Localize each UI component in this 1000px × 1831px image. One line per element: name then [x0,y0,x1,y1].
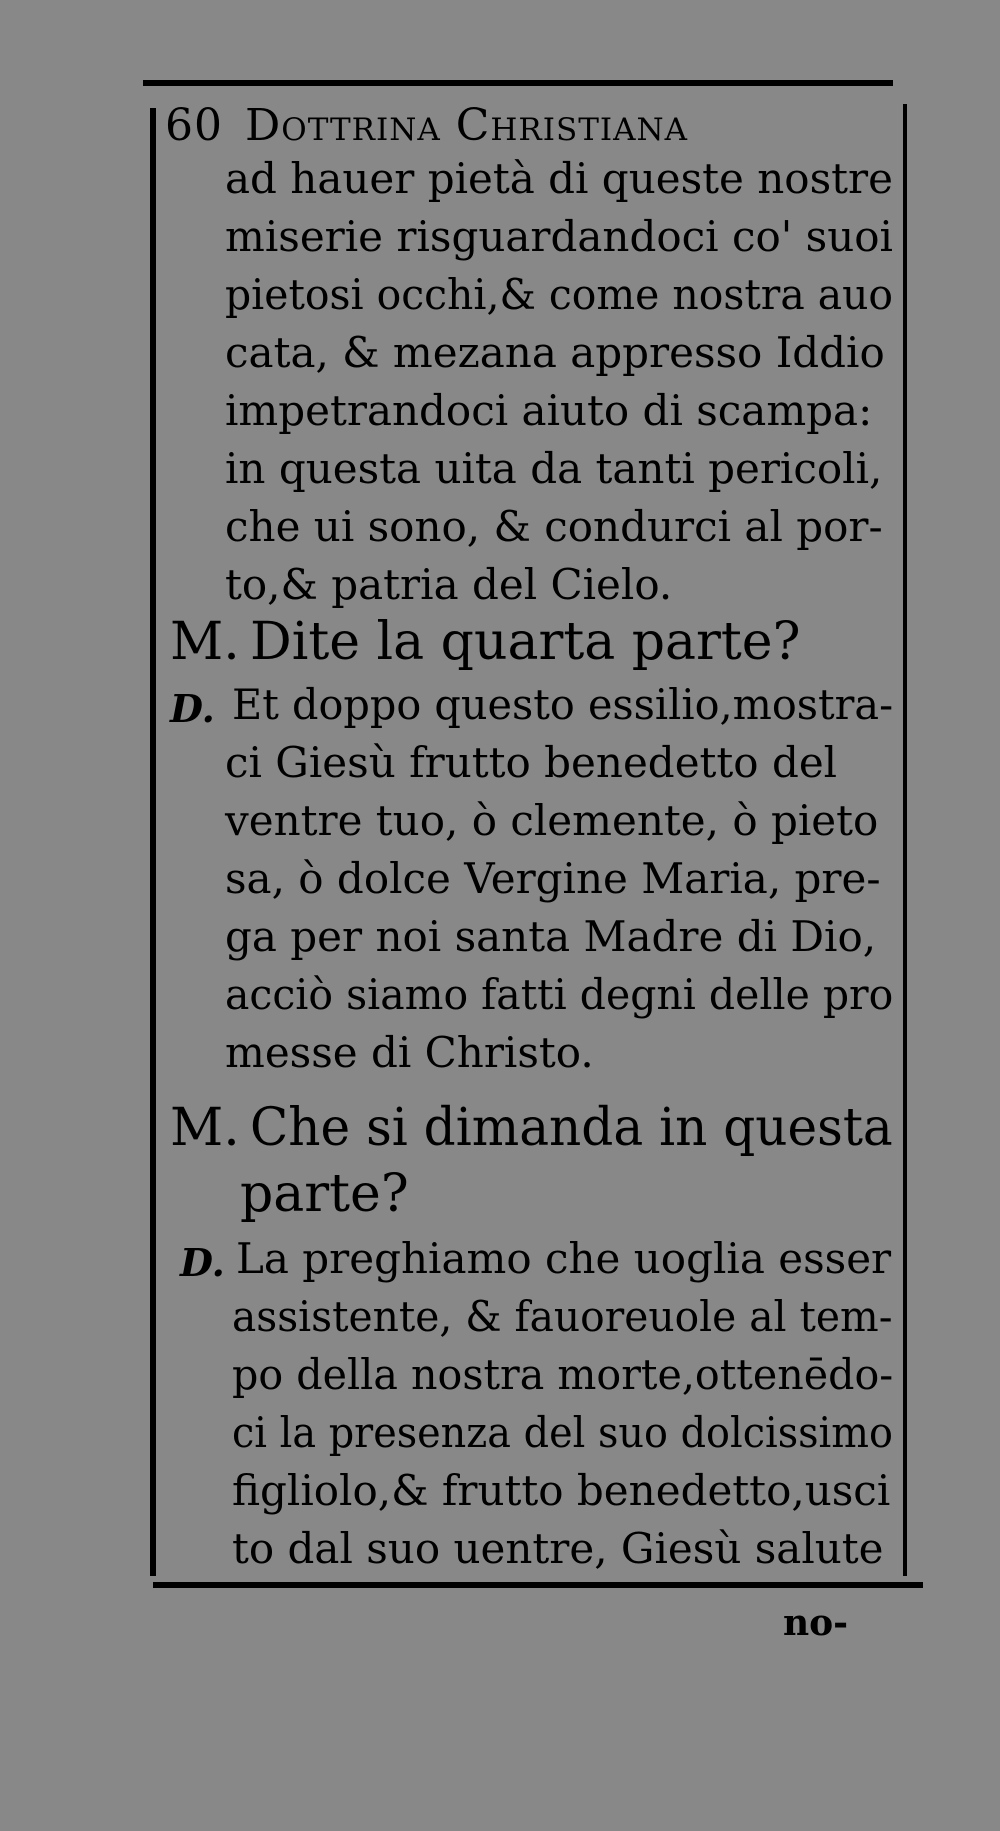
right-border [903,104,907,1576]
running-header [165,96,688,156]
text-line: pietosi occhi,& come nostra auo [225,270,894,319]
text-line: impetrandoci aiuto di scampa: [225,386,873,435]
top-rule [143,80,893,86]
text-line: acciò siamo fatti degni delle pro [225,970,894,1019]
text-line: Et doppo questo essilio,mostra- [232,680,894,729]
running-title: Dottrina Christiana [245,100,689,151]
page-number: 60 [165,100,223,151]
question-text: Dite la quarta parte? [250,612,801,672]
text-line: cata, & mezana appresso Iddio [225,328,885,377]
question-text: Che si dimanda in questa [250,1098,893,1158]
text-line: assistente, & fauoreuole al tem- [232,1292,893,1341]
text-line: La preghiamo che uoglia esser [236,1234,892,1283]
answer-marker: D. [180,1240,225,1285]
text-line: che ui sono, & condurci al por- [225,502,883,551]
left-border [150,108,156,1576]
question-marker: M. [170,612,240,672]
text-line: messe di Christo. [225,1028,594,1077]
text-line: to,& patria del Cielo. [225,560,673,609]
text-line: to dal suo uentre, Giesù salute [232,1524,884,1573]
text-line: po della nostra morte,ottenēdo- [232,1350,894,1399]
text-line: miserie risguardandoci co' suoi [225,212,893,261]
question-marker: M. [170,1098,240,1158]
catchword: no- [783,1602,849,1644]
text-line: ventre tuo, ò clemente, ò pieto [225,796,879,845]
text-line: in questa uita da tanti pericoli, [225,444,883,493]
text-line: sa, ò dolce Vergine Maria, pre- [225,854,881,903]
text-line: ga per noi santa Madre di Dio, [225,912,877,961]
text-line: ci Giesù frutto benedetto del [225,738,838,787]
text-line: ad hauer pietà di queste nostre [225,154,893,203]
question-text: parte? [240,1164,409,1224]
text-line: ci la presenza del suo dolcissimo [232,1408,893,1457]
answer-marker: D. [170,686,215,731]
text-line: figliolo,& frutto benedetto,usci [232,1466,891,1515]
